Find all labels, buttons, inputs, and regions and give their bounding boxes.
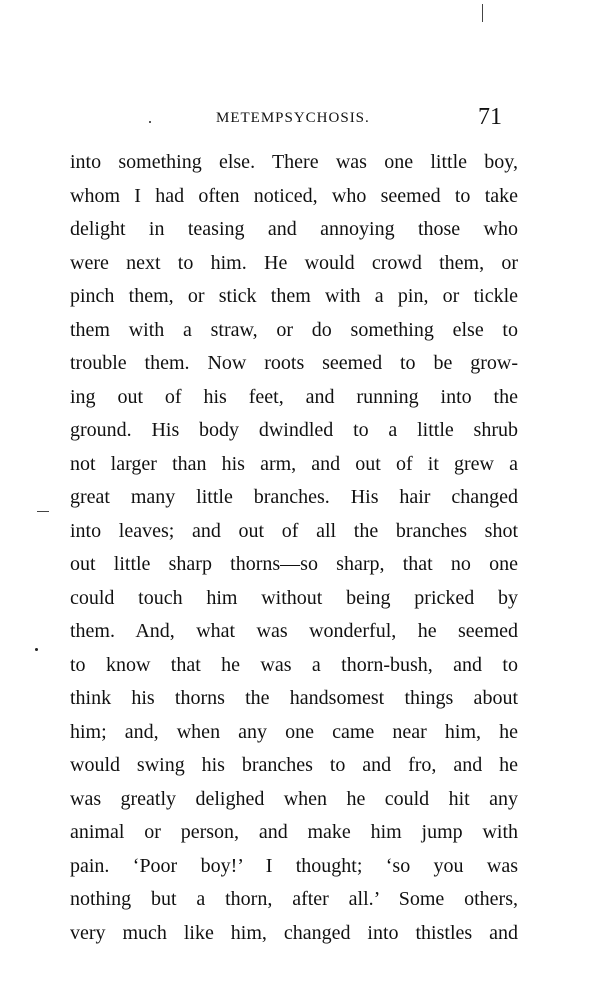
text-line: think his thorns the handsomest things about [70,687,518,709]
text-line: delight in teasing and annoying those who [70,218,518,240]
running-head [0,104,598,134]
scan-mark [149,121,151,123]
text-line: ground. His body dwindled to a little shrub [70,419,518,441]
text-line: was greatly delighed when he could hit any [70,787,518,810]
scan-mark [482,4,483,22]
text-line: whom I had often noticed, who seemed to take [70,184,518,207]
text-line: him; and, when any one came near him, he [70,720,518,743]
page-number: 71 [478,104,502,130]
running-title: METEMPSYCHOSIS. [216,110,370,126]
text-line: animal or person, and make him jump with [70,821,518,843]
text-line: not larger than his arm, and out of it grew a [70,452,518,475]
text-line: pinch them, or stick them with a pin, or tickle [70,285,518,307]
text-line: trouble them. Now roots seemed to be grow- [70,352,518,374]
text-line: into something else. There was one little boy, [70,151,518,173]
text-line: were next to him. He would crowd them, or [70,251,518,274]
text-line: them. And, what was wonderful, he seemed [70,620,518,642]
text-line: would swing his branches to and fro, and he [70,754,518,776]
text-line: them with a straw, or do something else to [70,318,518,341]
text-line: nothing but a thorn, after all.’ Some others, [70,888,518,910]
text-line: could touch him without being pricked by [70,586,518,609]
text-line: out little sharp thorns—so sharp, that no one [70,553,518,575]
text-line: great many little branches. His hair changed [70,486,518,508]
text-line: into leaves; and out of all the branches shot [70,519,518,542]
text-line: ing out of his feet, and running into the [70,385,518,408]
scan-mark [37,511,49,512]
text-line: to know that he was a thorn-bush, and to [70,653,518,676]
text-line: very much like him, changed into thistles and [70,921,518,944]
text-line: pain. ‘Poor boy!’ I thought; ‘so you was [70,854,518,877]
scan-mark [35,648,38,651]
body-text [70,146,518,950]
